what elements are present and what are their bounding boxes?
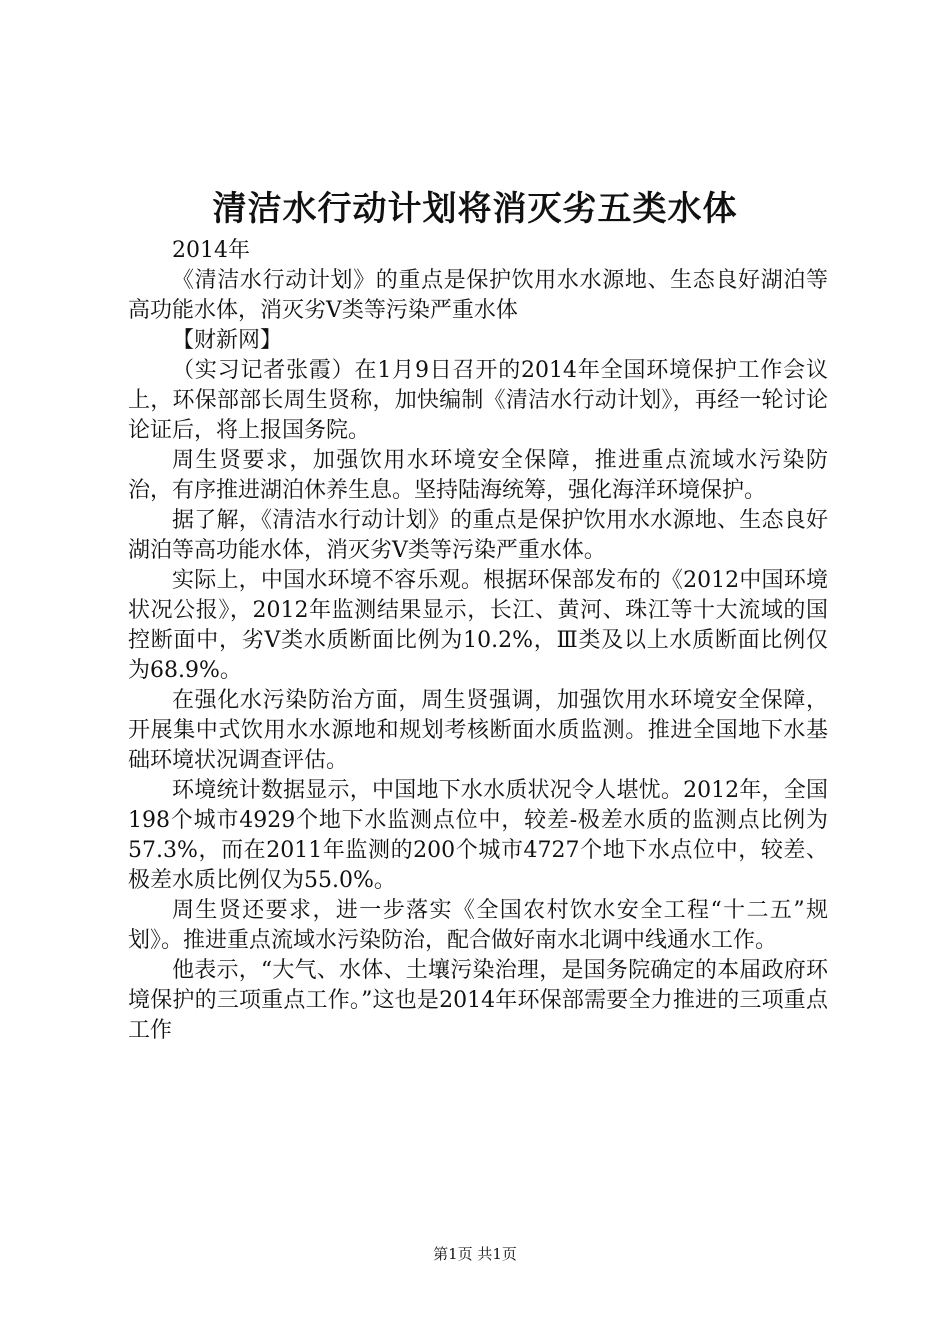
body-paragraph: （实习记者张霞）在1月9日召开的2014年全国环境保护工作会议上，环保部部长周生贤称，加快编制《清洁水行动计划》，再经一轮讨论论证后，将上报国务院。 <box>128 358 828 443</box>
summary-paragraph: 《清洁水行动计划》的重点是保护饮用水水源地、生态良好湖泊等高功能水体，消灭劣Ⅴ类等污染严重水体 <box>128 268 828 323</box>
body-paragraph: 环境统计数据显示，中国地下水水质状况令人堪忧。2012年，全国198个城市4929个地下水监测点位中，较差-极差水质的监测点比例为57.3%，而在2011年监测的200个城市4727个地下水点位中，较差、极差水质比例仅为55.0%。 <box>128 778 828 893</box>
source-label: 【财新网】 <box>172 328 283 353</box>
document-title: 清洁水行动计划将消灭劣五类水体 <box>212 189 738 229</box>
body-paragraph: 在强化水污染防治方面，周生贤强调，加强饮用水环境安全保障，开展集中式饮用水水源地和规划考核断面水质监测。推进全国地下水基础环境状况调查评估。 <box>128 688 828 773</box>
body-paragraph: 周生贤要求，加强饮用水环境安全保障，推进重点流域水污染防治，有序推进湖泊休养生息。坚持陆海统筹，强化海洋环境保护。 <box>128 448 828 503</box>
document-body <box>128 236 828 1046</box>
body-paragraph: 周生贤还要求，进一步落实《全国农村饮水安全工程“十二五”规划》。推进重点流域水污染防治，配合做好南水北调中线通水工作。 <box>128 898 828 953</box>
body-paragraph: 实际上，中国水环境不容乐观。根据环保部发布的《2012中国环境状况公报》，2012年监测结果显示，长江、黄河、珠江等十大流域的国控断面中，劣Ⅴ类水质断面比例为10.2%，Ⅲ类及以上水质断面比例仅为68.9%。 <box>128 568 828 683</box>
page-number-footer: 第1页 共1页 <box>433 1245 517 1263</box>
body-paragraph: 他表示，“大气、水体、土壤污染治理，是国务院确定的本届政府环境保护的三项重点工作。”这也是2014年环保部需要全力推进的三项重点工作 <box>128 958 828 1043</box>
body-paragraph: 据了解，《清洁水行动计划》的重点是保护饮用水水源地、生态良好湖泊等高功能水体，消灭劣Ⅴ类等污染严重水体。 <box>128 508 828 563</box>
date-line: 2014年 <box>172 238 250 263</box>
